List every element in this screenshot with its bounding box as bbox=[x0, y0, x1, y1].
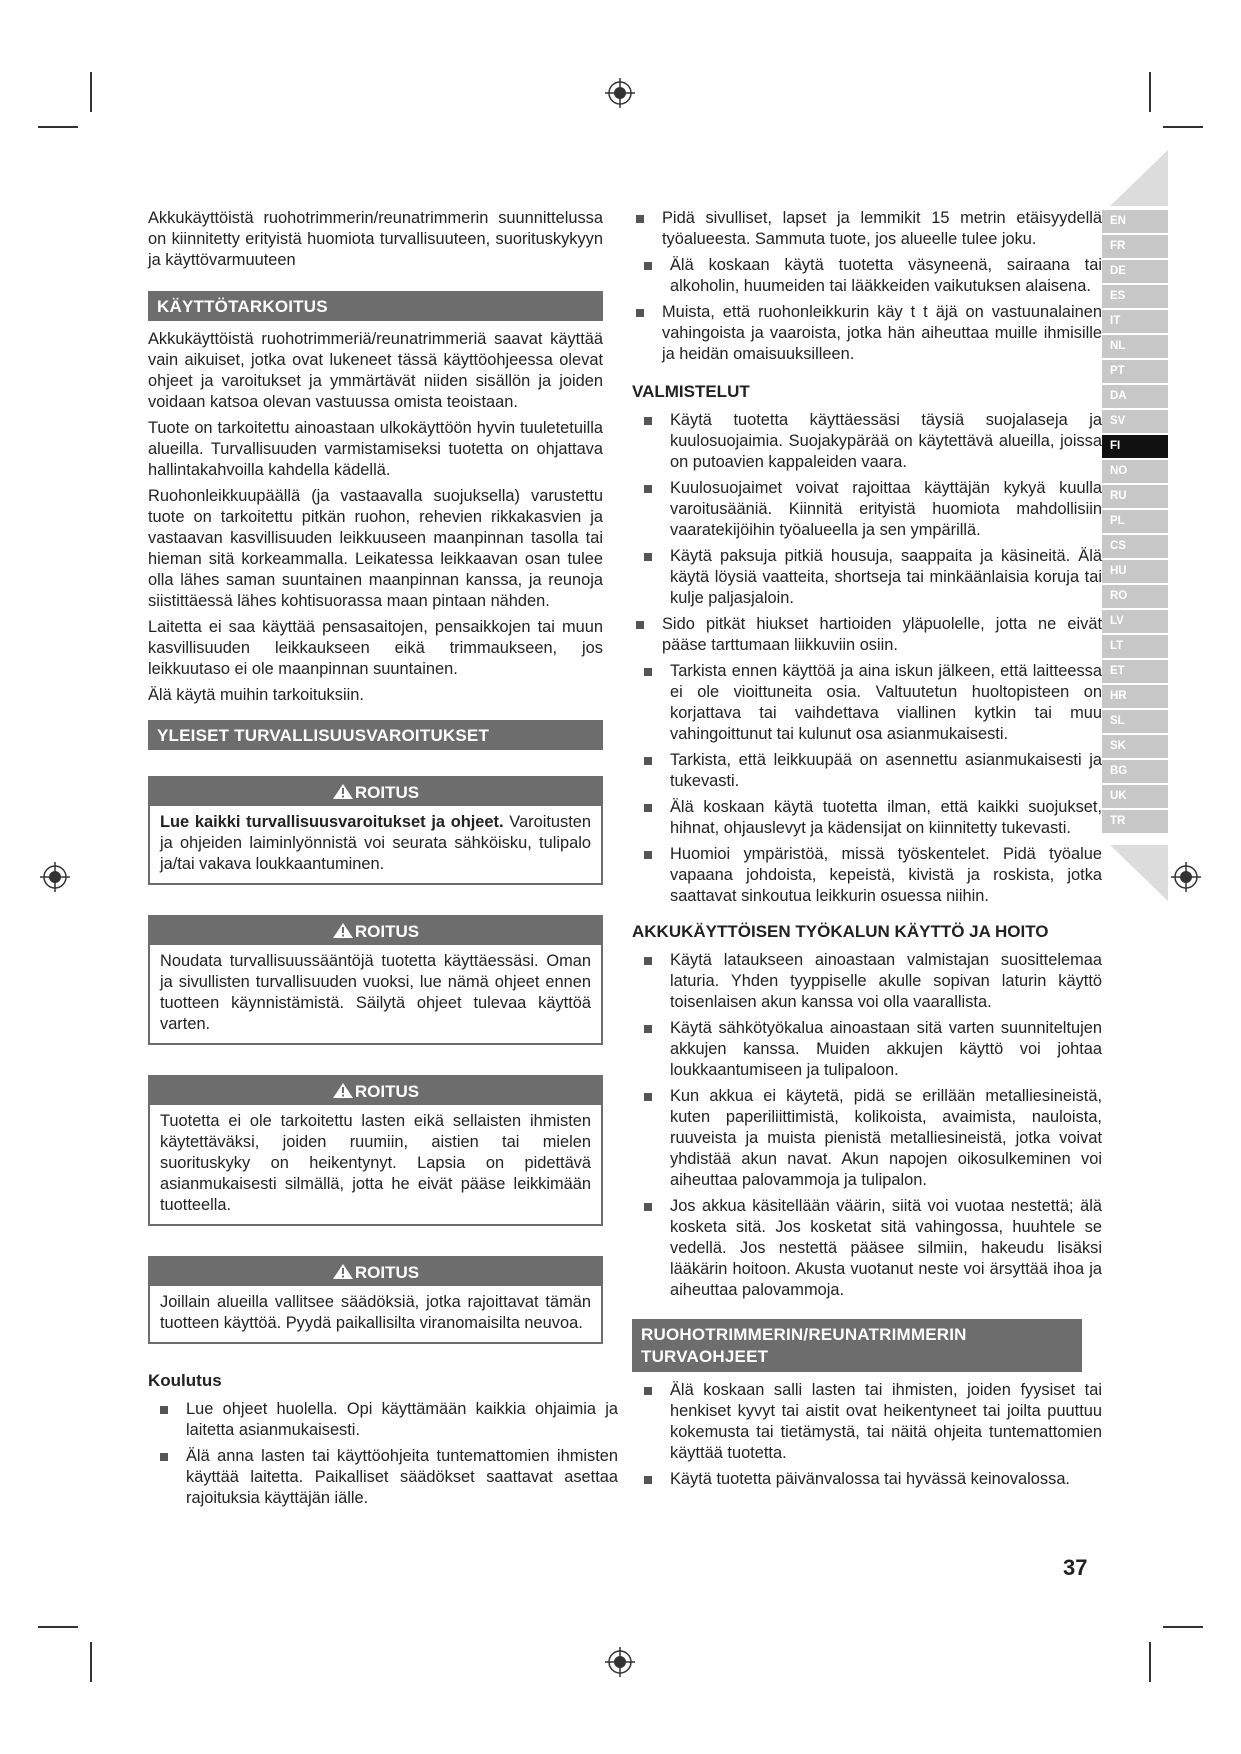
crop-mark bbox=[1163, 126, 1203, 128]
warning-header bbox=[150, 1077, 601, 1105]
section-heading-purpose: KÄYTTÖTARKOITUS bbox=[148, 291, 603, 321]
language-tabs bbox=[1102, 210, 1168, 835]
bullet-icon bbox=[644, 1476, 652, 1484]
list-item: Tarkista ennen käyttöä ja aina iskun jälkeen, että laitteessa ei ole vioittuneita osia. Valtuutetun huoltopisteen on korjattava tai vaihdettava viallinen kytkin tai muu vahingoittunut tai kulunut osa asianmukaisesti. bbox=[632, 661, 1102, 745]
registration-mark-icon bbox=[605, 1647, 635, 1677]
paragraph: Tuote on tarkoitettu ainoastaan ulkokäyttöön hyvin tuuletetuilla alueilla. Turvallisuuden varmistamiseksi tuotetta on ohjattava hallintakahvoilla kahdella kädellä. bbox=[148, 419, 603, 479]
warning-triangle-icon bbox=[332, 922, 354, 939]
crop-mark bbox=[1149, 72, 1151, 112]
tab-triangle-top bbox=[1110, 150, 1168, 206]
crop-mark bbox=[1163, 1626, 1203, 1628]
tab-lang-hr[interactable]: HR bbox=[1102, 685, 1168, 708]
section-heading-general-warnings: YLEISET TURVALLISUUSVAROITUKSET bbox=[148, 720, 603, 750]
bullet-icon bbox=[644, 668, 652, 676]
prep-heading: VALMISTELUT bbox=[632, 382, 750, 401]
training-heading: Koulutus bbox=[148, 1371, 222, 1390]
warning-bold-text: Lue kaikki turvallisuusvaroitukset ja ohjeet. bbox=[160, 813, 504, 831]
bullet-icon bbox=[644, 757, 652, 765]
warning-body bbox=[150, 1286, 601, 1342]
list-item: Tarkista, että leikkuupää on asennettu asianmukaisesti ja tukevasti. bbox=[632, 750, 1102, 792]
tab-lang-uk[interactable]: UK bbox=[1102, 785, 1168, 808]
list-item: Älä koskaan käytä tuotetta väsyneenä, sairaana tai alkoholin, huumeiden tai lääkkeiden vaikutuksen alaisena. bbox=[632, 255, 1102, 297]
tab-lang-pt[interactable]: PT bbox=[1102, 360, 1168, 383]
bullet-icon bbox=[636, 215, 644, 223]
warning-box bbox=[148, 915, 603, 1045]
warning-label: ROITUS bbox=[354, 922, 420, 941]
page-number: 37 bbox=[1063, 1555, 1088, 1580]
warning-text: Joillain alueilla vallitsee säädöksiä, jotka rajoittavat tämän tuotteen käyttöä. Pyydä paikallisilta viranomaisilta neuvoa. bbox=[160, 1293, 591, 1332]
warning-body bbox=[150, 1105, 601, 1224]
bullet-icon bbox=[644, 804, 652, 812]
list-item: Käytä sähkötyökalua ainoastaan sitä varten suunniteltujen akkujen kanssa. Muiden akkujen käyttö voi johtaa loukkaantumiseen ja tulipaloon. bbox=[632, 1018, 1102, 1081]
tab-lang-cs[interactable]: CS bbox=[1102, 535, 1168, 558]
intro-text: Akkukäyttöistä ruohotrimmerin/reunatrimmerin suunnittelussa on kiinnitetty erityistä huomiota turvallisuuteen, suorituskykyyn ja käyttövarmuuteen bbox=[148, 209, 603, 269]
list-item: Älä koskaan salli lasten tai ihmisten, joiden fyysiset tai henkiset kyvyt tai aistit ovat heikentyneet tai joilta puuttuu kokemusta tai tietämystä, tai näitä ohjeita tuntemattomien käyttää tuotetta. bbox=[632, 1380, 1102, 1464]
warning-body bbox=[150, 945, 601, 1043]
crop-mark bbox=[90, 1642, 92, 1682]
paragraph: Akkukäyttöistä ruohotrimmeriä/reunatrimmeriä saavat käyttää vain aikuiset, jotka ovat lukeneet tässä käyttöohjeessa olevat ohjeet ja varoitukset ja ymmärtävät niiden sisällön ja joiden voidaan katsoa olevan vastuussa omista teoistaan. bbox=[148, 330, 603, 411]
tab-lang-sv[interactable]: SV bbox=[1102, 410, 1168, 433]
tab-lang-fi[interactable]: FI bbox=[1102, 435, 1168, 458]
warning-box bbox=[148, 1256, 603, 1344]
bullet-icon bbox=[644, 1025, 652, 1033]
warning-triangle-icon bbox=[332, 783, 354, 800]
list-item: Huomioi ympäristöä, missä työskentelet. Pidä työalue vapaana johdoista, kepeistä, kivistä ja roskista, jotka saattavat sinkoutua leikkurin osuessa niihin. bbox=[632, 844, 1102, 907]
tab-triangle-bottom bbox=[1110, 845, 1168, 901]
list-item: Älä anna lasten tai käyttöohjeita tuntemattomien ihmisten käyttää laitetta. Paikalliset säädökset saattavat asettaa rajoituksia käyttäjän iälle. bbox=[148, 1446, 618, 1509]
trimmer-list bbox=[632, 1380, 1102, 1490]
list-item: Pidä sivulliset, lapset ja lemmikit 15 metrin etäisyydellä työalueesta. Sammuta tuote, jos alueelle tulee joku. bbox=[632, 208, 1102, 250]
tab-lang-hu[interactable]: HU bbox=[1102, 560, 1168, 583]
bullet-icon bbox=[644, 957, 652, 965]
tab-lang-et[interactable]: ET bbox=[1102, 660, 1168, 683]
list-item: Lue ohjeet huolella. Opi käyttämään kaikkia ohjaimia ja laitetta asianmukaisesti. bbox=[148, 1399, 618, 1441]
warning-box bbox=[148, 1075, 603, 1226]
training-list bbox=[148, 1399, 618, 1509]
tab-lang-ru[interactable]: RU bbox=[1102, 485, 1168, 508]
list-item: Käytä lataukseen ainoastaan valmistajan suosittelemaa laturia. Yhden tyyppiselle akulle sopivan laturin käyttö toisenlaisen akun kanssa voi olla vaarallista. bbox=[632, 950, 1102, 1013]
warning-label: ROITUS bbox=[354, 783, 420, 802]
bullet-icon bbox=[636, 309, 644, 317]
bullet-icon bbox=[636, 621, 644, 629]
warning-body bbox=[150, 806, 601, 883]
warning-text: Tuotetta ei ole tarkoitettu lasten eikä sellaisten ihmisten käytettäväksi, joiden ruumiin, aistien tai mielen suorituskyky on heikentynyt. Lapsia on pidettävä asianmukaisesti silmällä, jotta he eivät pääse leikkimään tuotteella. bbox=[160, 1112, 591, 1214]
warning-header bbox=[150, 1258, 601, 1286]
crop-mark bbox=[1149, 1642, 1151, 1682]
bullet-icon bbox=[160, 1453, 168, 1461]
tab-lang-es[interactable]: ES bbox=[1102, 285, 1168, 308]
bullet-icon bbox=[644, 262, 652, 270]
bullet-icon bbox=[644, 417, 652, 425]
tab-lang-ro[interactable]: RO bbox=[1102, 585, 1168, 608]
tab-lang-pl[interactable]: PL bbox=[1102, 510, 1168, 533]
tab-lang-de[interactable]: DE bbox=[1102, 260, 1168, 283]
warning-label: ROITUS bbox=[354, 1082, 420, 1101]
list-item: Jos akkua käsitellään väärin, siitä voi vuotaa nestettä; älä kosketa sitä. Jos kosketat sitä vahingossa, huuhtele se vedellä. Jos nestettä pääsee silmiin, hakeudu lisäksi lääkärin hoitoon. Akusta vuotanut neste voi ärsyttää ihoa ja aiheuttaa palovammoja. bbox=[632, 1196, 1102, 1301]
bullet-icon bbox=[644, 1093, 652, 1101]
registration-mark-icon bbox=[605, 78, 635, 108]
bullet-icon bbox=[160, 1406, 168, 1414]
paragraph: Ruohonleikkuupäällä (ja vastaavalla suojuksella) varustettu tuote on tarkoitettu pitkän ruohon, rehevien rikkakasvien ja vastaavan kasvillisuuden leikkuuseen maanpinnan tasolla tai hieman sitä korkeammalla. Leikatessa leikkaavan osan tulee olla lähes saman suuntainen maanpinnan kanssa, ja reunoja siistittäessä lähes kohtisuorassa maan pintaan nähden. bbox=[148, 487, 603, 610]
paragraph: Älä käytä muihin tarkoituksiin. bbox=[148, 686, 364, 704]
trimmer-heading-line2: TURVAOHJEET bbox=[641, 1347, 769, 1366]
list-item: Käytä tuotetta käyttäessäsi täysiä suojalaseja ja kuulosuojaimia. Suojakypärää on käytettävä alueilla, joissa on putoavien kappaleiden vaara. bbox=[632, 410, 1102, 473]
crop-mark bbox=[38, 126, 78, 128]
warning-box bbox=[148, 776, 603, 885]
tab-lang-sk[interactable]: SK bbox=[1102, 735, 1168, 758]
list-item: Käytä tuotetta päivänvalossa tai hyvässä keinovalossa. bbox=[632, 1469, 1102, 1490]
list-item: Kun akkua ei käytetä, pidä se erillään metalliesineistä, kuten paperiliittimistä, kolikoista, avaimista, nauloista, ruuveista ja muista pienistä metalliesineistä, jotka voivat yhdistää akun navat. Akun napojen oikosulkeminen voi aiheuttaa palovammoja ja tulipalon. bbox=[632, 1086, 1102, 1191]
tab-lang-fr[interactable]: FR bbox=[1102, 235, 1168, 258]
warning-triangle-icon bbox=[332, 1263, 354, 1280]
bullet-icon bbox=[644, 1387, 652, 1395]
registration-mark-icon bbox=[40, 862, 70, 892]
battery-heading: AKKUKÄYTTÖISEN TYÖKALUN KÄYTTÖ JA HOITO bbox=[632, 922, 1049, 941]
tab-lang-no[interactable]: NO bbox=[1102, 460, 1168, 483]
registration-mark-icon bbox=[1171, 862, 1201, 892]
tab-lang-it[interactable]: IT bbox=[1102, 310, 1168, 333]
left-column bbox=[148, 208, 618, 1515]
top-list bbox=[632, 208, 1102, 365]
section-heading-trimmer-safety bbox=[632, 1319, 1082, 1372]
warning-text: Noudata turvallisuussääntöjä tuotetta käyttäessäsi. Oman ja sivullisten turvallisuuden vuoksi, lue nämä ohjeet ennen tuotteen käynnistämistä. Säilytä ohjeet tulevaa käyttöä varten. bbox=[160, 952, 591, 1033]
prep-list bbox=[632, 410, 1102, 907]
warning-header bbox=[150, 917, 601, 945]
right-column bbox=[632, 208, 1102, 1496]
tab-lang-lt[interactable]: LT bbox=[1102, 635, 1168, 658]
tab-lang-da[interactable]: DA bbox=[1102, 385, 1168, 408]
list-item: Sido pitkät hiukset hartioiden yläpuolelle, jotta ne eivät pääse tarttumaan liikkuviin osiin. bbox=[632, 614, 1102, 656]
tab-lang-en[interactable]: EN bbox=[1102, 210, 1168, 233]
tab-lang-sl[interactable]: SL bbox=[1102, 710, 1168, 733]
tab-lang-nl[interactable]: NL bbox=[1102, 335, 1168, 358]
warning-label: ROITUS bbox=[354, 1263, 420, 1282]
bullet-icon bbox=[644, 553, 652, 561]
list-item: Älä koskaan käytä tuotetta ilman, että kaikki suojukset, hihnat, ohjauslevyt ja kädensijat on kiinnitetty tukevasti. bbox=[632, 797, 1102, 839]
tab-lang-bg[interactable]: BG bbox=[1102, 760, 1168, 783]
crop-mark bbox=[38, 1626, 78, 1628]
tab-lang-lv[interactable]: LV bbox=[1102, 610, 1168, 633]
crop-mark bbox=[90, 72, 92, 112]
warning-header bbox=[150, 778, 601, 806]
warning-triangle-icon bbox=[332, 1082, 354, 1099]
trimmer-heading-line1: RUOHOTRIMMERIN/REUNATRIMMERIN bbox=[641, 1325, 967, 1344]
battery-list bbox=[632, 950, 1102, 1301]
bullet-icon bbox=[644, 851, 652, 859]
warning-text: Varoitusten ja ohjeiden laiminlyönnistä voi seurata sähköisku, tulipalo ja/tai vakava loukkaantuminen. bbox=[160, 813, 591, 873]
bullet-icon bbox=[644, 485, 652, 493]
paragraph: Laitetta ei saa käyttää pensasaitojen, pensaikkojen tai muun kasvillisuuden leikkaukseen eikä trimmaukseen, jos leikkuutaso ei ole maanpinnan suuntainen. bbox=[148, 618, 603, 678]
tab-lang-tr[interactable]: TR bbox=[1102, 810, 1168, 833]
list-item: Muista, että ruohonleikkurin käy t t äjä on vastuunalainen vahingoista ja vaaroista, jotka hän aiheuttaa muille ihmisille ja heidän omaisuuksilleen. bbox=[632, 302, 1102, 365]
list-item: Kuulosuojaimet voivat rajoittaa käyttäjän kykyä kuulla varoitusääniä. Kiinnitä erityistä huomiota mahdollisiin vaaratekijöihin työalueella ja sen ympärillä. bbox=[632, 478, 1102, 541]
bullet-icon bbox=[644, 1203, 652, 1211]
list-item: Käytä paksuja pitkiä housuja, saappaita ja käsineitä. Älä käytä löysiä vaatteita, shortseja tai minkäänlaisia koruja tai kulje paljasjaloin. bbox=[632, 546, 1102, 609]
